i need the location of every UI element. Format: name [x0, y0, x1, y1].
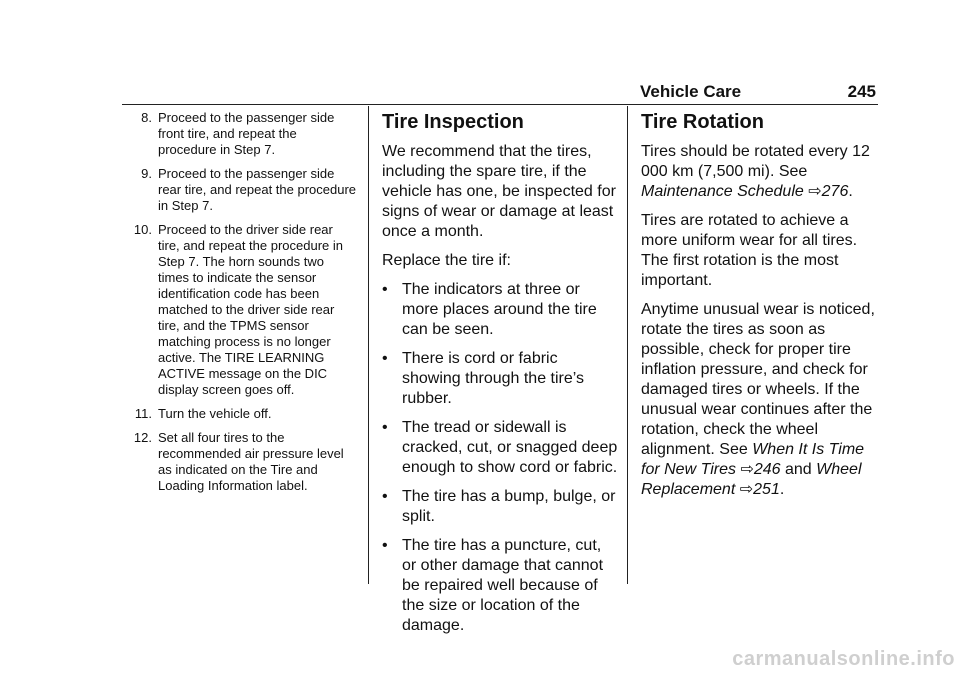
list-item [382, 418, 618, 478]
header-divider [122, 104, 878, 105]
bullet-icon: • [382, 537, 388, 554]
inspection-intro: We recommend that the tires, including the spare tire, if the vehicle has one, be inspected for signs of wear or damage at least once a month. [382, 143, 616, 240]
bullet-text: The tire has a puncture, cut, or other damage that cannot be repaired well because of the size or location of the damage. [402, 537, 604, 634]
steps-column [122, 110, 358, 502]
rotation-interval-paragraph: Tires should be rotated every 12 000 km (7,500 mi). See Maintenance Schedule ⇨276. [641, 143, 870, 200]
link-text: Wheel Replacement [641, 461, 862, 498]
page-number: 245 [847, 82, 876, 101]
watermark: carmanualsonline.info [732, 648, 955, 670]
tire-inspection-column [382, 108, 618, 645]
bullet-text: The indicators at three or more places around the tire can be seen. [402, 281, 597, 338]
bullet-icon: • [382, 350, 388, 367]
list-item [382, 349, 618, 409]
tire-rotation-heading: Tire Rotation [641, 111, 764, 133]
list-item [122, 222, 358, 398]
page-header [640, 82, 876, 102]
unusual-wear-paragraph: Anytime unusual wear is noticed, rotate the tires as soon as possible, check for proper tire inflation pressure, and check for damaged tires or wheels. If the unusual wear continues after the rotation, check the wheel alignment. See When It Is Time for New Tires ⇨246 and Wheel Replacement ⇨251. [641, 301, 875, 498]
bullet-text: The tread or sidewall is cracked, cut, or snagged deep enough to show cord or fabric. [402, 419, 618, 476]
step-number: 11. [134, 406, 152, 421]
link-page-number: 251 [753, 481, 780, 498]
list-item [122, 430, 358, 494]
bullet-icon: • [382, 488, 388, 505]
step-text: Turn the vehicle off. [158, 406, 272, 421]
replace-label: Replace the tire if: [382, 252, 511, 269]
list-item [122, 406, 358, 422]
column-divider-2 [627, 106, 628, 584]
page-arrow-icon: ⇨ [808, 183, 822, 200]
section-title: Vehicle Care [640, 82, 742, 101]
link-text: When It Is Time for New Tires [641, 441, 865, 478]
bullet-text: There is cord or fabric showing through the tire’s rubber. [402, 350, 585, 407]
list-item [382, 536, 618, 636]
step-number: 12. [133, 430, 152, 445]
list-item [122, 110, 358, 158]
tire-inspection-heading: Tire Inspection [382, 111, 524, 133]
step-text: Proceed to the passenger side rear tire, and repeat the procedure in Step 7. [158, 166, 357, 213]
rotation-purpose-paragraph: Tires are rotated to achieve a more uniform wear for all tires. The first rotation is the most important. [641, 212, 858, 289]
bullet-icon: • [382, 281, 388, 298]
tire-rotation-column [641, 108, 881, 509]
link-page-number: 276 [821, 183, 849, 200]
list-item [382, 487, 618, 527]
column-divider-1 [368, 106, 369, 584]
conjunction-text: and [785, 461, 812, 478]
step-text: Proceed to the driver side rear tire, and repeat the procedure in Step 7. The horn sounds two times to indicate the sensor identification code has been matched to the driver side rear tire, and the TPMS sensor matching process is no longer active. The TIRE LEARNING ACTIVE message on the DIC display screen goes off. [158, 222, 344, 397]
page-arrow-icon: ⇨ [740, 461, 754, 478]
bullet-text: The tire has a bump, bulge, or split. [402, 488, 616, 525]
list-item [122, 166, 358, 214]
list-item [382, 280, 618, 340]
maintenance-schedule-link[interactable] [641, 183, 848, 200]
rotation-interval-text: Tires should be rotated every 12 000 km (7,500 mi). See [641, 143, 870, 180]
step-text: Proceed to the passenger side front tire, and repeat the procedure in Step 7. [158, 110, 335, 157]
page-arrow-icon: ⇨ [739, 481, 754, 498]
unusual-wear-text: Anytime unusual wear is noticed, rotate the tires as soon as possible, check for proper tire inflation pressure, and check for damaged tires or wheels. If the unusual wear continues after the rotation, check the wheel alignment. See [641, 301, 875, 458]
link-page-number: 246 [753, 461, 781, 478]
step-text: Set all four tires to the recommended air pressure level as indicated on the Tire and Loading Information label. [158, 430, 344, 493]
bullet-icon: • [382, 419, 388, 436]
step-number: 9. [141, 166, 152, 181]
link-text: Maintenance Schedule [641, 183, 804, 200]
step-number: 8. [141, 110, 152, 125]
replace-conditions-list [382, 280, 618, 636]
step-number: 10. [133, 222, 152, 237]
